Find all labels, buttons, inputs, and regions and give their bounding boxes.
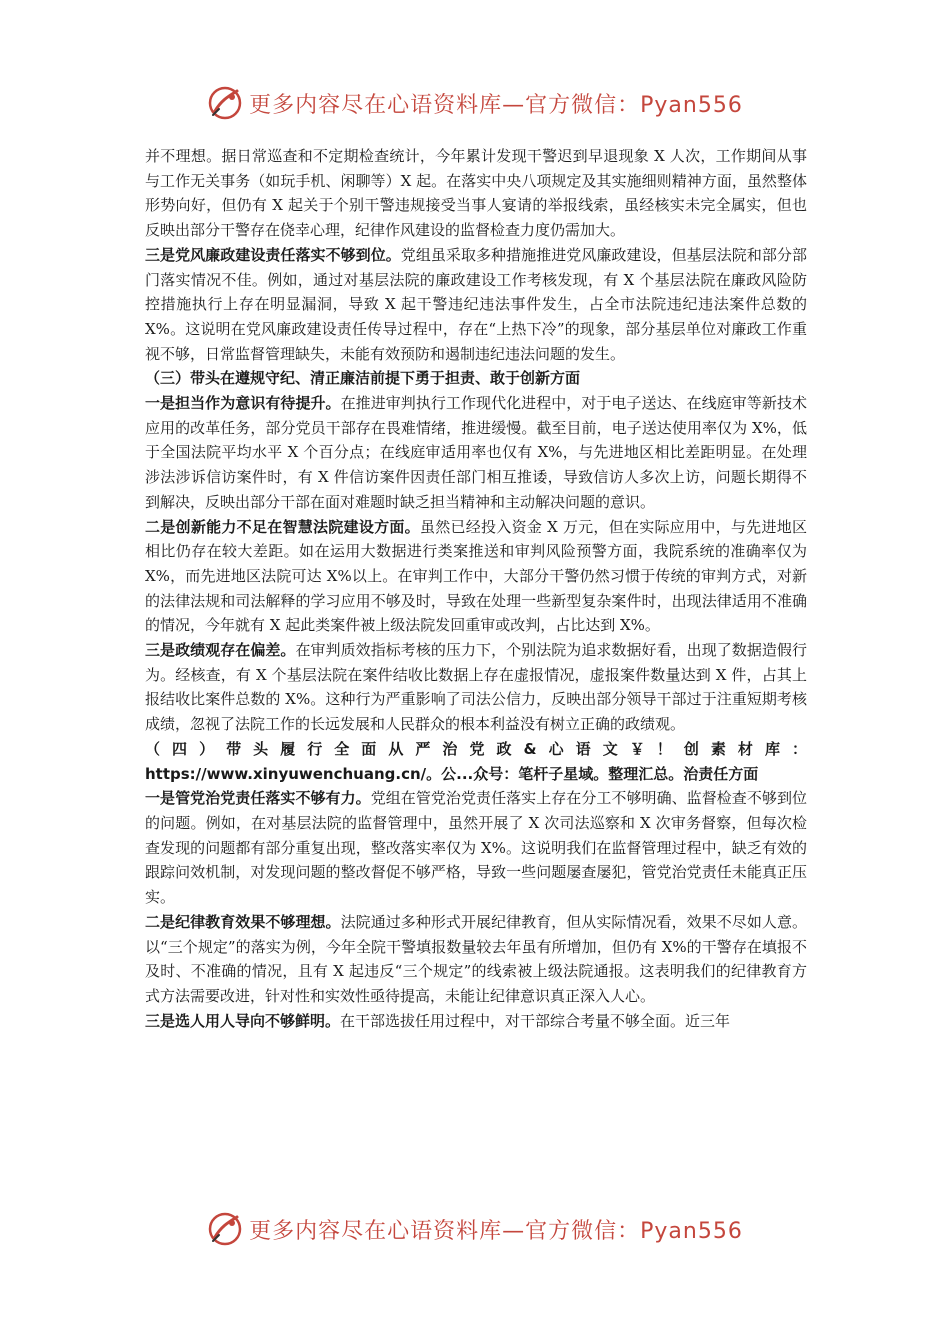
signature-pen-logo xyxy=(207,1211,243,1247)
paragraph-lead: 三是政绩观存在偏差。 xyxy=(145,641,296,660)
paragraph-text: 在推进审判执行工作现代化进程中，对于电子送达、在线庭审等新技术应用的改革任务，部分党员干部存在畏难情绪，推进缓慢。截至目前，电子送达使用率仅为 X%，低于全国法院平均水平 X 个百分点；在线庭审适用率也仅有 X%，与先进地区相比差距明显。在处理涉法涉诉信访案件时，有 X 件信访案件因责任部门相互推诿，导致信访人多次上访，问题长期得不到解决，反映出部分干部在面对难题时缺乏担当精神和主动解决问题的意识。 xyxy=(145,394,807,511)
header-banner xyxy=(0,80,950,126)
section-heading: （四）带头履行全面从严治党政&心语文￥！创素材库：https://www.xinyuwenchuang.cn/。公...众号：笔杆子星域。整理汇总。治责任方面 xyxy=(145,739,807,783)
paragraph-text: 在干部选拔任用过程中，对干部综合考量不够全面。近三年 xyxy=(340,1011,731,1030)
section-heading: （三）带头在遵规守纪、清正廉洁前提下勇于担责、敢于创新方面 xyxy=(145,369,581,388)
paragraph xyxy=(145,910,807,1009)
header-banner-text: 更多内容尽在心语资料库—官方微信：Pyan556 xyxy=(249,92,743,118)
paragraph-lead: 三是党风廉政建设责任落实不够到位。 xyxy=(145,245,401,264)
paragraph-text: 在审判质效指标考核的压力下，个别法院为追求数据好看，出现了数据造假行为。经核查，有 X 个基层法院在案件结收比数据上存在虚报情况，虚报案件数量达到 X 件，占其上报结收比案件总数的 X%。这种行为严重影响了司法公信力，反映出部分领导干部过于注重短期考核成绩，忽视了法院工作的长远发展和人民群众的根本利益没有树立正确的政绩观。 xyxy=(145,641,807,734)
paragraph xyxy=(145,144,807,243)
signature-pen-logo xyxy=(207,85,243,121)
paragraph-lead: 一是担当作为意识有待提升。 xyxy=(145,394,341,413)
paragraph xyxy=(145,391,807,515)
paragraph xyxy=(145,1009,807,1034)
paragraph-lead: 一是管党治党责任落实不够有力。 xyxy=(145,789,371,808)
paragraph xyxy=(145,243,807,367)
document-body xyxy=(145,144,807,1033)
paragraph xyxy=(145,786,807,910)
paragraph xyxy=(145,515,807,639)
paragraph-text: 虽然已经投入资金 X 万元，但在实际应用中，与先进地区相比仍存在较大差距。如在运用大数据进行类案推送和审判风险预警方面，我院系统的准确率仅为 X%，而先进地区法院可达 X%以上。在审判工作中，大部分干警仍然习惯于传统的审判方式，对新的法律法规和司法解释的学习应用不够及时，导致在处理一些新型复杂案件时，出现法律适用不准确的情况，今年就有 X 起此类案件被上级法院发回重审或改判，占比达到 X%。 xyxy=(145,517,807,635)
paragraph-text: 并不理想。据日常巡查和不定期检查统计，今年累计发现干警迟到早退现象 X 人次，工作期间从事与工作无关事务（如玩手机、闲聊等）X 起。在落实中央八项规定及其实施细则精神方面，虽然整体形势向好，但仍有 X 起关于个别干警违规接受当事人宴请的举报线索，虽经核实未完全属实，但也反映出部分干警存在侥幸心理，纪律作风建设的监督检查力度仍需加大。 xyxy=(145,147,807,240)
footer-banner-text: 更多内容尽在心语资料库—官方微信：Pyan556 xyxy=(249,1218,743,1244)
paragraph xyxy=(145,638,807,737)
paragraph-text: 党组虽采取多种措施推进党风廉政建设，但基层法院和部分部门落实情况不佳。例如，通过对基层法院的廉政建设工作考核发现，有 X 个基层法院在廉政风险防控措施执行上存在明显漏洞，导致 X 起干警违纪违法事件发生，占全市法院违纪违法案件总数的 X%。这说明在党风廉政建设责任传导过程中，存在“上热下冷”的现象，部分基层单位对廉政工作重视不够，日常监督管理缺失，未能有效预防和遏制违纪违法问题的发生。 xyxy=(145,245,807,363)
paragraph-lead: 二是创新能力不足在智慧法院建设方面。 xyxy=(145,517,420,536)
paragraph-lead: 三是选人用人导向不够鲜明。 xyxy=(145,1011,341,1030)
paragraph-text: 党组在管党治党责任落实上存在分工不够明确、监督检查不够到位的问题。例如，在对基层法院的监督管理中，虽然开展了 X 次司法巡察和 X 次审务督察，但每次检查发现的问题都有部分重复出现，整改落实率仅为 X%。这说明我们在监督管理过程中，缺乏有效的跟踪问效机制，对发现问题的整改督促不够严格，导致一些问题屡查屡犯，管党治党责任未能真正压实。 xyxy=(145,789,807,907)
paragraph-text: 法院通过多种形式开展纪律教育，但从实际情况看，效果不尽如人意。以“三个规定”的落实为例，今年全院干警填报数量较去年虽有所增加，但仍有 X%的干警存在填报不及时、不准确的情况，且有 X 起违反“三个规定”的线索被上级法院通报。这表明我们的纪律教育方式方法需要改进，针对性和实效性亟待提高，未能让纪律意识真正深入人心。 xyxy=(145,912,807,1005)
footer-banner xyxy=(0,1206,950,1252)
paragraph-lead: 二是纪律教育效果不够理想。 xyxy=(145,912,341,931)
